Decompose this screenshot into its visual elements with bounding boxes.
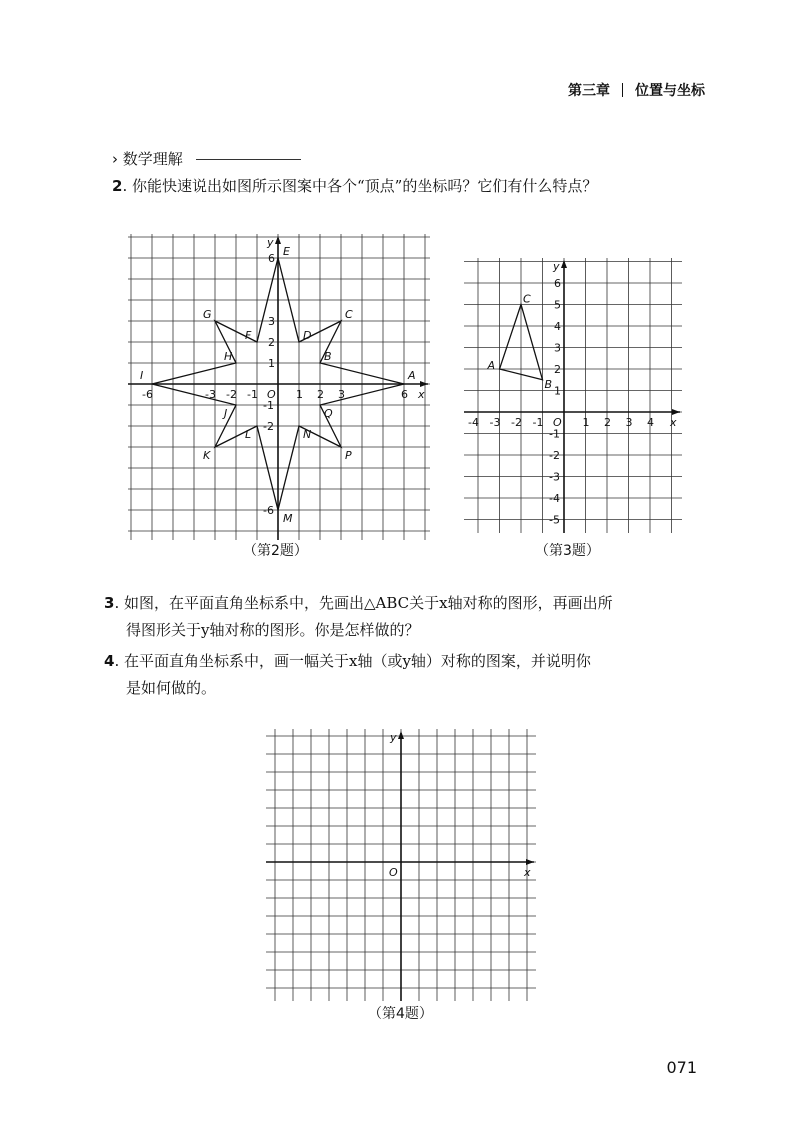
x-axis-arrow: [420, 381, 428, 387]
figure-4-blank-grid: [266, 729, 536, 1001]
x-tick-label: 2: [604, 416, 611, 429]
vertex-label-d: D: [303, 329, 312, 342]
origin-label: O: [389, 866, 398, 879]
grid-lines: [128, 234, 430, 540]
y-tick-label: 1: [268, 357, 275, 370]
running-header: [568, 80, 705, 100]
x-tick-label: 1: [296, 388, 303, 401]
vertex-label-i: I: [140, 369, 144, 382]
vertex-label-c: C: [345, 308, 353, 321]
vertex-label-a: A: [408, 369, 416, 382]
y-tick-label: 1: [554, 384, 561, 398]
section-rule: [196, 159, 301, 160]
y-tick-label: 5: [554, 298, 561, 312]
vertex-label-k: K: [203, 449, 211, 462]
vertex-label-c: C: [523, 292, 531, 306]
x-tick-label: -3: [489, 416, 501, 429]
origin-label: O: [553, 416, 562, 429]
x-tick-label: -2: [511, 416, 522, 429]
x-axis-label: x: [524, 866, 531, 879]
y-tick-label: -4: [549, 492, 560, 505]
vertex-label-g: G: [203, 308, 212, 321]
y-tick-label: -6: [263, 504, 274, 517]
x-tick-label: 3: [338, 388, 345, 401]
x-tick-label: -3: [205, 388, 216, 401]
x-tick-label: -1: [532, 416, 544, 429]
y-axis-label: y: [553, 260, 560, 273]
question-3: 3. 如图，在平面直角坐标系中，先画出△ABC关于x轴对称的图形，再画出所 得图形关于y轴对称的图形。你是怎样做的？: [104, 594, 613, 639]
axes: [464, 260, 680, 533]
origin-label: O: [267, 388, 276, 401]
y-tick-label: -2: [263, 420, 274, 433]
y-tick-label: 2: [554, 363, 561, 376]
section-heading: [112, 148, 301, 169]
y-tick-label: -5: [549, 513, 560, 527]
figure-2-star-grid: [128, 234, 430, 540]
x-tick-label: -1: [247, 388, 258, 401]
y-tick-label: -3: [549, 470, 560, 484]
x-axis-label: x: [418, 388, 425, 401]
x-tick-label: 2: [317, 388, 324, 401]
vertex-label-b: B: [544, 377, 553, 391]
x-tick-label: -6: [142, 388, 153, 401]
vertex-label-h: H: [224, 350, 233, 363]
x-tick-label: -2: [226, 388, 237, 401]
question-text-line-1: 在平面直角坐标系中，画一幅关于x轴（或y轴）对称的图案，并说明你: [123, 652, 591, 670]
chapter-label: 第三章: [568, 83, 610, 99]
x-axis-arrow: [526, 859, 534, 865]
x-tick-label: -4: [468, 416, 479, 429]
x-tick-label: 3: [625, 416, 633, 429]
y-tick-label: -2: [549, 449, 560, 462]
vertex-label-m: M: [283, 512, 293, 525]
tick-labels: [468, 277, 654, 527]
y-axis-arrow: [398, 731, 404, 739]
y-axis-label: y: [390, 731, 397, 744]
question-number: 3: [104, 594, 115, 612]
axes: [266, 731, 534, 1001]
x-tick-label: 1: [582, 416, 590, 429]
vertex-label-e: E: [283, 245, 290, 258]
vertex-label-b: B: [324, 350, 332, 363]
vertex-label-p: P: [345, 449, 352, 462]
y-tick-label: 6: [268, 252, 275, 265]
y-tick-label: 6: [554, 277, 561, 290]
grid-lines: [464, 258, 682, 533]
x-tick-label: 6: [401, 388, 408, 401]
header-separator: [622, 83, 623, 97]
page-number: 071: [666, 1058, 697, 1077]
y-tick-label: -1: [549, 427, 560, 441]
chevron-right-icon: ›: [112, 150, 118, 168]
topic-label: 位置与坐标: [635, 83, 705, 99]
figure-4-caption: （第4题）: [368, 1006, 433, 1022]
section-title: 数学理解: [122, 150, 183, 168]
question-text-line-2: 得图形关于y轴对称的图形。你是怎样做的？: [126, 621, 420, 639]
x-axis-label: x: [670, 416, 677, 429]
figure-2-caption: （第2题）: [243, 543, 308, 559]
figure-3-triangle-grid: [464, 258, 682, 533]
y-tick-label: 3: [554, 341, 561, 355]
x-tick-label: 4: [647, 416, 654, 429]
vertex-label-f: F: [245, 329, 252, 342]
y-tick-label: 4: [554, 320, 561, 333]
question-text: 你能快速说出如图所示图案中各个“顶点”的坐标吗？它们有什么特点？: [131, 177, 598, 195]
y-axis-label: y: [267, 236, 274, 249]
x-axis-arrow: [672, 409, 680, 415]
vertex-label-n: N: [303, 428, 312, 441]
y-tick-label: 2: [268, 336, 275, 349]
question-number: 2: [112, 177, 123, 195]
question-number: 4: [104, 652, 115, 670]
vertex-label-j: J: [224, 407, 228, 420]
question-2: 2. 你能快速说出如图所示图案中各个“顶点”的坐标吗？它们有什么特点？: [112, 177, 598, 195]
vertex-label-l: L: [245, 428, 252, 441]
vertex-label-q: Q: [324, 407, 333, 420]
question-text-line-2: 是如何做的。: [126, 679, 217, 697]
y-tick-label: -1: [263, 399, 274, 412]
question-text-line-1: 如图，在平面直角坐标系中，先画出△ABC关于x轴对称的图形，再画出所: [123, 594, 613, 612]
question-4: 4. 在平面直角坐标系中，画一幅关于x轴（或y轴）对称的图案，并说明你 是如何做的。: [104, 652, 591, 697]
vertex-label-a: A: [487, 359, 496, 372]
y-tick-label: 3: [268, 315, 275, 328]
figure-3-caption: （第3题）: [535, 543, 600, 559]
